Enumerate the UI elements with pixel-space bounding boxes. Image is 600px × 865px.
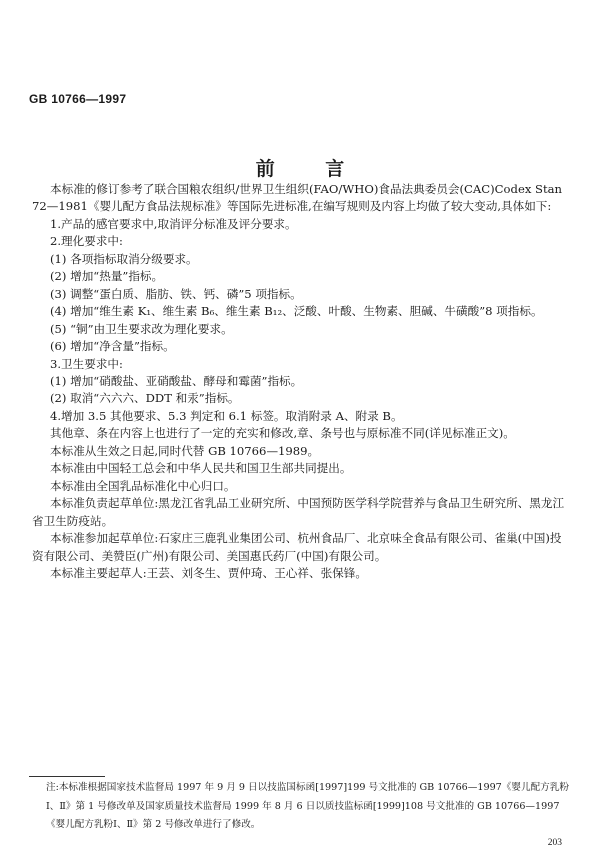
list-item: (1) 增加“硝酸盐、亚硝酸盐、酵母和霉菌”指标。 bbox=[50, 373, 303, 388]
paragraph: 本标准由中国轻工总会和中华人民共和国卫生部共同提出。 bbox=[50, 461, 352, 476]
paragraph-intro: 本标准的修订参考了联合国粮农组织/世界卫生组织(FAO/WHO)食品法典委员会(CAC)Codex Stan 72—1981《婴儿配方食品法规标准》等国际先进标准,在编写规则及内容上均做了较大变动,具体如下: bbox=[32, 182, 563, 214]
paragraph: 本标准由全国乳品标准化中心归口。 bbox=[50, 478, 236, 493]
list-item: (3) 调整“蛋白质、脂肪、铁、钙、磷”5 项指标。 bbox=[50, 286, 302, 301]
paragraph: 本标准从生效之日起,同时代替 GB 10766—1989。 bbox=[50, 443, 320, 458]
list-item: 3.卫生要求中: bbox=[50, 356, 123, 371]
paragraph: 其他章、条在内容上也进行了一定的充实和修改,章、条号也与原标准不同(详见标准正文)。 bbox=[50, 426, 515, 441]
paragraph: 本标准主要起草人:王芸、刘冬生、贾仲琦、王心祥、张保锋。 bbox=[50, 565, 367, 580]
page-number: 203 bbox=[547, 838, 562, 848]
footnote-text: 注:本标准根据国家技术监督局 1997 年 9 月 9 日以技监国标函[1997]199 号文批准的 GB 10766—1997《婴儿配方乳粉Ⅰ、Ⅱ》第 1 号修改单及国家质量技术监督局 1999 年 8 月 6 日以质技监标函[1999]108 号文批准的 GB 10766—1997《婴儿配方乳粉Ⅰ、Ⅱ》第 2 号修改单进行了修改。 bbox=[46, 782, 569, 830]
footnote bbox=[46, 779, 572, 835]
footnote-divider bbox=[29, 776, 105, 777]
list-item: 4.增加 3.5 其他要求、5.3 判定和 6.1 标签。取消附录 A、附录 B。 bbox=[50, 408, 403, 423]
paragraph: 本标准负责起草单位:黑龙江省乳品工业研究所、中国预防医学科学院营养与食品卫生研究所、黑龙江省卫生防疫站。 bbox=[32, 496, 565, 528]
list-item: (2) 增加“热量”指标。 bbox=[50, 269, 164, 284]
list-item: 1.产品的感官要求中,取消评分标准及评分要求。 bbox=[50, 216, 297, 231]
list-item: (4) 增加“维生素 K₁、维生素 B₆、维生素 B₁₂、泛酸、叶酸、生物素、胆碱、牛磺酸”8 项指标。 bbox=[50, 304, 543, 319]
standard-code: GB 10766—1997 bbox=[29, 92, 127, 106]
paragraph: 本标准参加起草单位:石家庄三鹿乳业集团公司、杭州食品厂、北京味全食品有限公司、雀巢(中国)投资有限公司、美赞臣(广州)有限公司、美国惠氏药厂(中国)有限公司。 bbox=[32, 531, 562, 563]
list-item: (1) 各项指标取消分级要求。 bbox=[50, 251, 198, 266]
list-item: (6) 增加“净含量”指标。 bbox=[50, 339, 175, 354]
foreword-body bbox=[32, 181, 572, 582]
list-item: (2) 取消“六六六、DDT 和汞”指标。 bbox=[50, 391, 240, 406]
list-item: 2.理化要求中: bbox=[50, 234, 123, 249]
list-item: (5) “铜”由卫生要求改为理化要求。 bbox=[50, 321, 233, 336]
page-title: 前 言 bbox=[255, 158, 367, 180]
